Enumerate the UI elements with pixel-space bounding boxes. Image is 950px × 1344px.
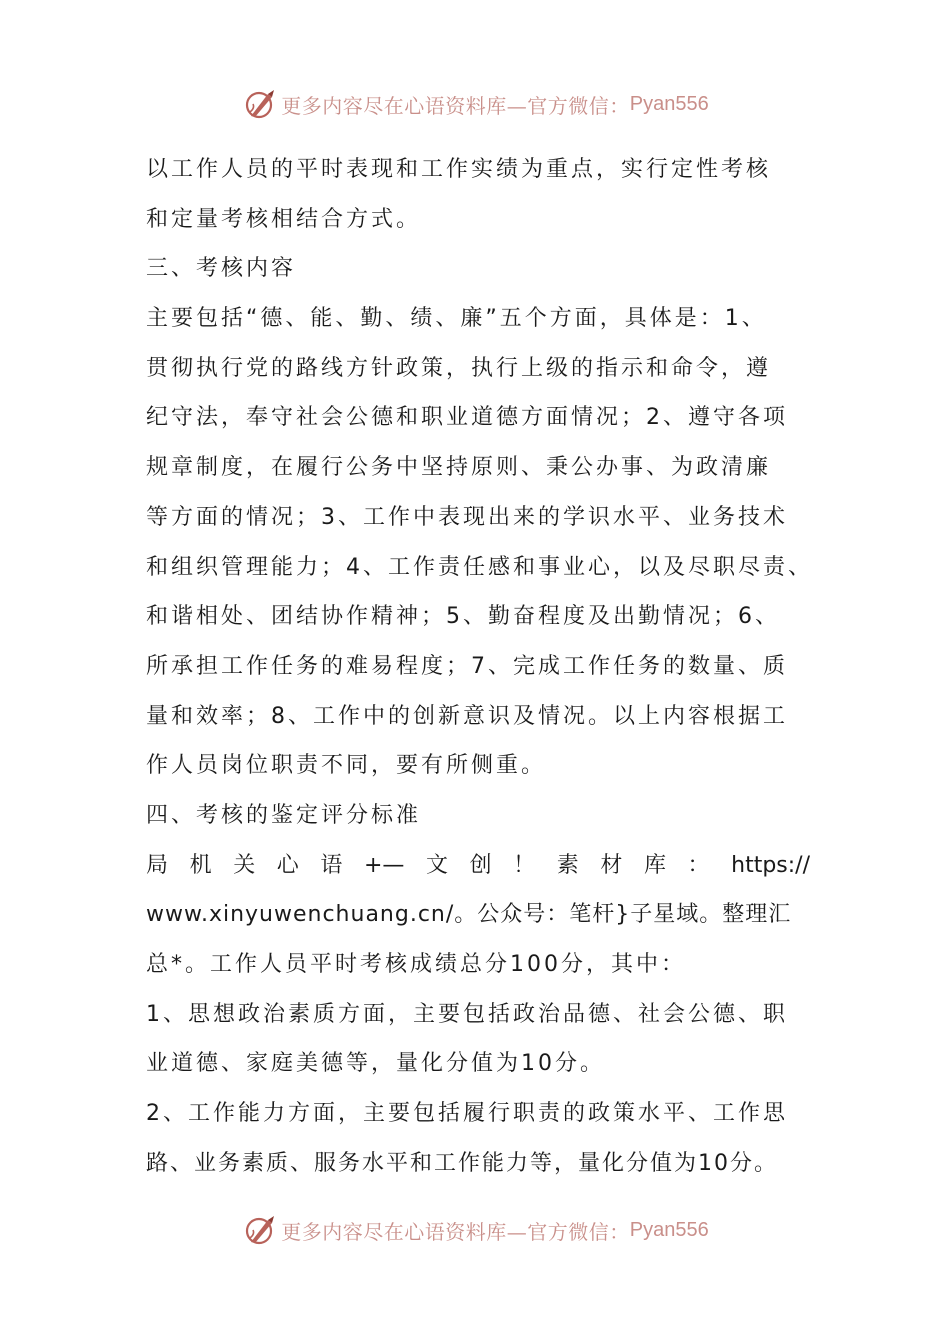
- promo-char: 心: [276, 852, 299, 878]
- body-line: 业道德、家庭美德等，量化分值为10分。: [146, 1051, 605, 1077]
- body-line: 和谐相处、团结协作精神；5、勤奋程度及出勤情况；6、: [146, 604, 780, 630]
- section-heading: 四、考核的鉴定评分标准: [146, 802, 422, 828]
- promo-char: 文: [425, 852, 448, 878]
- body-line: 2、工作能力方面，主要包括履行职责的政策水平、工作思: [146, 1101, 788, 1127]
- promo-char: 材: [600, 852, 623, 878]
- body-line: 1、思想政治素质方面，主要包括政治品德、社会公德、职: [146, 1001, 788, 1027]
- quill-pen-logo-icon: [241, 86, 277, 122]
- watermark-wechat: Pyan556: [629, 92, 709, 115]
- body-line: 贯彻执行党的路线方针政策，执行上级的指示和命令，遵: [146, 355, 772, 381]
- body-line: 规章制度，在履行公务中坚持原则、秉公办事、为政清廉: [146, 455, 772, 481]
- section-heading: 三、考核内容: [146, 256, 297, 282]
- promo-char: +—: [363, 852, 405, 878]
- body-line: 作人员岗位职责不同，要有所侧重。: [146, 753, 547, 779]
- footer-watermark: [0, 1210, 950, 1250]
- promo-url-start: https://: [731, 852, 810, 878]
- promo-char: 素: [556, 852, 579, 878]
- body-line: 纪守法，奉守社会公德和职业道德方面情况；2、遵守各项: [146, 405, 788, 431]
- watermark-wechat: Pyan556: [629, 1218, 709, 1241]
- body-line: 主要包括“德、能、勤、绩、廉”五个方面，具体是：1、: [146, 306, 767, 332]
- promo-char: 语: [320, 852, 343, 878]
- promo-char: 库: [643, 852, 666, 878]
- promo-char: 局: [146, 852, 169, 878]
- promo-char: 关: [233, 852, 256, 878]
- body-line: 量和效率；8、工作中的创新意识及情况。以上内容根据工: [146, 703, 788, 729]
- body-line: 所承担工作任务的难易程度；7、完成工作任务的数量、质: [146, 653, 788, 679]
- body-line: 总*。工作人员平时考核成绩总分100分，其中：: [146, 952, 686, 977]
- document-body: [146, 145, 813, 1188]
- promo-char: ：: [687, 852, 710, 878]
- promo-char: 创: [469, 852, 492, 878]
- watermark-text: 更多内容尽在心语资料库—官方微信：: [281, 1219, 630, 1244]
- body-line: www.xinyuwenchuang.cn/。公众号：笔杆}子星域。整理汇: [146, 902, 792, 928]
- promo-char: 机: [189, 852, 212, 878]
- body-line: 等方面的情况；3、工作中表现出来的学识水平、业务技术: [146, 504, 788, 530]
- spaced-promo-line: [146, 841, 810, 891]
- body-line: 以工作人员的平时表现和工作实绩为重点，实行定性考核: [146, 157, 772, 182]
- body-line: 和组织管理能力；4、工作责任感和事业心，以及尽职尽责、: [146, 554, 813, 580]
- header-watermark: [0, 84, 950, 124]
- watermark-text: 更多内容尽在心语资料库—官方微信：: [281, 93, 630, 118]
- body-line: 和定量考核相结合方式。: [146, 206, 422, 232]
- quill-pen-logo-icon: [241, 1212, 277, 1248]
- body-line: 路、业务素质、服务水平和工作能力等，量化分值为10分。: [146, 1150, 778, 1176]
- promo-char: ！: [513, 852, 536, 878]
